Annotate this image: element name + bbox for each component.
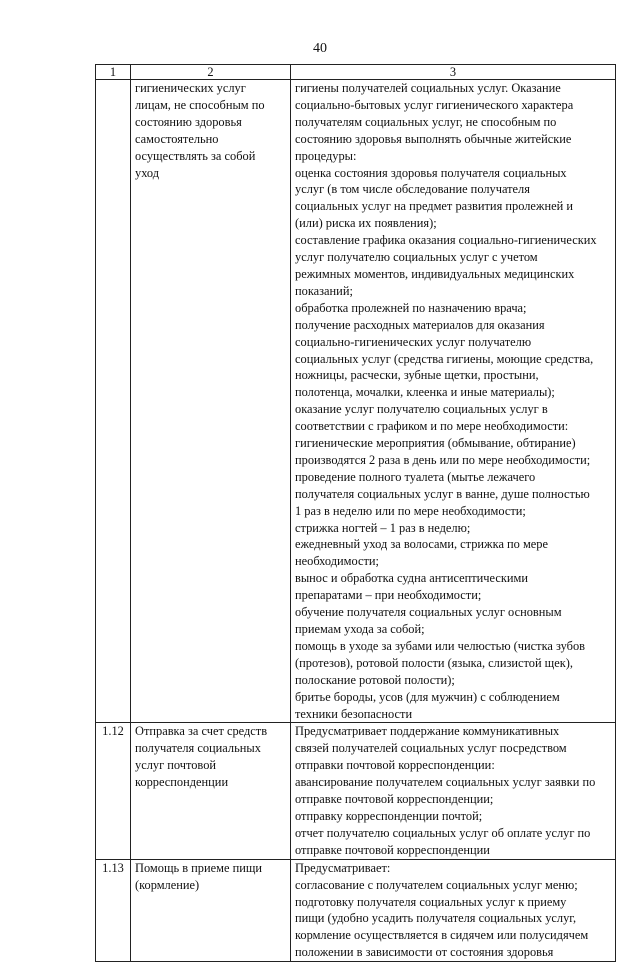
service-description-line: техники безопасности (295, 706, 413, 721)
service-description-line: подготовку получателя социальных услуг к приему (295, 894, 567, 909)
service-description-line: обучение получателя социальных услуг основным (295, 605, 562, 620)
service-description-line: ножницы, расчески, зубные щетки, простыни, (295, 368, 539, 383)
service-description-line: отправке почтовой корреспонденции; (295, 792, 494, 807)
service-description-line: 1 раз в неделю или по мере необходимости; (295, 503, 526, 518)
service-name-line: лицам, не способным по (135, 97, 265, 112)
service-description-cell (291, 80, 616, 723)
service-description-line: социально-гигиенических услуг получателю (295, 334, 532, 349)
service-description-line: составление графика оказания социально-гигиенических (295, 233, 597, 248)
row-number-cell: 1.12 (96, 723, 131, 859)
service-name-line: самостоятельно (135, 131, 219, 146)
service-description-line: положении в зависимости от состояния здоровья (295, 945, 554, 960)
service-description-line: пищи (удобно усадить получателя социальных услуг, (295, 911, 577, 926)
service-description-line: Предусматривает поддержание коммуникативных (295, 724, 560, 739)
service-description-line: связей получателей социальных услуг посредством (295, 741, 567, 756)
service-description-line: гигиены получателей социальных услуг. Оказание (295, 81, 561, 95)
service-description-line: (протезов), ротовой полости (языка, слизистой щек), (295, 655, 573, 670)
service-description-line: состоянию здоровья выполнять обычные житейские (295, 131, 572, 146)
service-description-line: соответствии с графиком и по мере необходимости: (295, 419, 569, 434)
row-number-cell (96, 80, 131, 723)
service-description-line: получателя социальных услуг в ванне, душе полностью (295, 486, 590, 501)
table-header-row (96, 65, 616, 80)
service-description-line: социально-бытовых услуг гигиенического характера (295, 97, 574, 112)
column-header-2: 2 (131, 65, 291, 80)
service-name-line: состоянию здоровья (135, 114, 242, 129)
service-description-line: ежедневный уход за волосами, стрижка по мере (295, 537, 548, 552)
page-number: 40 (313, 41, 327, 56)
service-description-line: авансирование получателем социальных услуг заявки по (295, 775, 596, 790)
service-name-line: услуг почтовой (135, 758, 217, 773)
service-description-line: отправки почтовой корреспонденции: (295, 758, 495, 773)
service-description-line: гигиенические мероприятия (обмывание, обтирание) (295, 436, 576, 451)
service-description-line: полотенца, мочалки, клеенка и иные материалы); (295, 385, 555, 400)
service-description-line: необходимости; (295, 554, 379, 569)
service-description-line: социальных услуг на предмет развития пролежней и (295, 199, 573, 214)
service-description-line: отправке почтовой корреспонденции (295, 842, 490, 857)
column-header-3: 3 (291, 65, 616, 80)
service-description-line: показаний; (295, 283, 353, 298)
service-description-line: обработка пролежней по назначению врача; (295, 300, 527, 315)
service-name-line: гигиенических услуг (135, 81, 246, 95)
service-description-line: услуг (в том числе обследование получателя (295, 182, 530, 197)
service-name-line: уход (135, 165, 160, 180)
service-name-line: (кормление) (135, 877, 200, 892)
service-description-line: помощь в уходе за зубами или челюстью (чистка зубов (295, 638, 586, 653)
service-description-cell (291, 859, 616, 961)
service-description-line: Предусматривает: (295, 860, 391, 875)
service-description-line: получение расходных материалов для оказания (295, 317, 545, 332)
service-name-cell (131, 80, 291, 723)
service-description-line: полоскание ротовой полости); (295, 672, 455, 687)
service-description-line: проведение полного туалета (мытье лежачего (295, 469, 536, 484)
service-description-line: оценка состояния здоровья получателя социальных (295, 165, 567, 180)
service-description-line: (или) риска их появления); (295, 216, 437, 231)
service-description-line: процедуры: (295, 148, 357, 163)
service-description-cell (291, 723, 616, 859)
service-description-line: вынос и обработка судна антисептическими (295, 571, 528, 586)
service-description-line: отчет получателю социальных услуг об оплате услуг по (295, 825, 591, 840)
service-name-line: корреспонденции (135, 775, 229, 790)
service-description-line: стрижка ногтей – 1 раз в неделю; (295, 520, 471, 535)
service-name-line: осуществлять за собой (135, 148, 256, 163)
service-name-line: Помощь в приеме пищи (135, 860, 263, 875)
service-description-line: препаратами – при необходимости; (295, 588, 482, 603)
service-description-line: производятся 2 раза в день или по мере необходимости; (295, 452, 591, 467)
table-row-hygiene-continued (96, 80, 616, 723)
service-description-line: приемам ухода за собой; (295, 622, 425, 636)
column-header-1: 1 (96, 65, 131, 80)
service-description-line: отправку корреспонденции почтой; (295, 808, 483, 823)
service-description-line: услуг получателю социальных услуг с учетом (295, 250, 538, 265)
service-name-cell (131, 723, 291, 859)
table-row-1-13 (96, 859, 616, 961)
service-description-line: бритье бороды, усов (для мужчин) с соблюдением (295, 689, 560, 704)
service-description-line: социальных услуг (средства гигиены, моющие средства, (295, 351, 594, 366)
service-name-line: получателя социальных (135, 741, 261, 756)
service-description-line: кормление осуществляется в сидячем или полусидячем (295, 928, 589, 943)
service-description-line: согласование с получателем социальных услуг меню; (295, 877, 578, 892)
service-name-cell (131, 859, 291, 961)
services-table (95, 64, 616, 962)
table-row-1-12 (96, 723, 616, 859)
service-name-line: Отправка за счет средств (135, 724, 268, 739)
service-description-line: режимных моментов, индивидуальных медицинских (295, 266, 575, 281)
service-description-line: получателям социальных услуг, не способным по (295, 114, 557, 129)
service-description-line: оказание услуг получателю социальных услуг в (295, 402, 548, 417)
row-number-cell: 1.13 (96, 859, 131, 961)
